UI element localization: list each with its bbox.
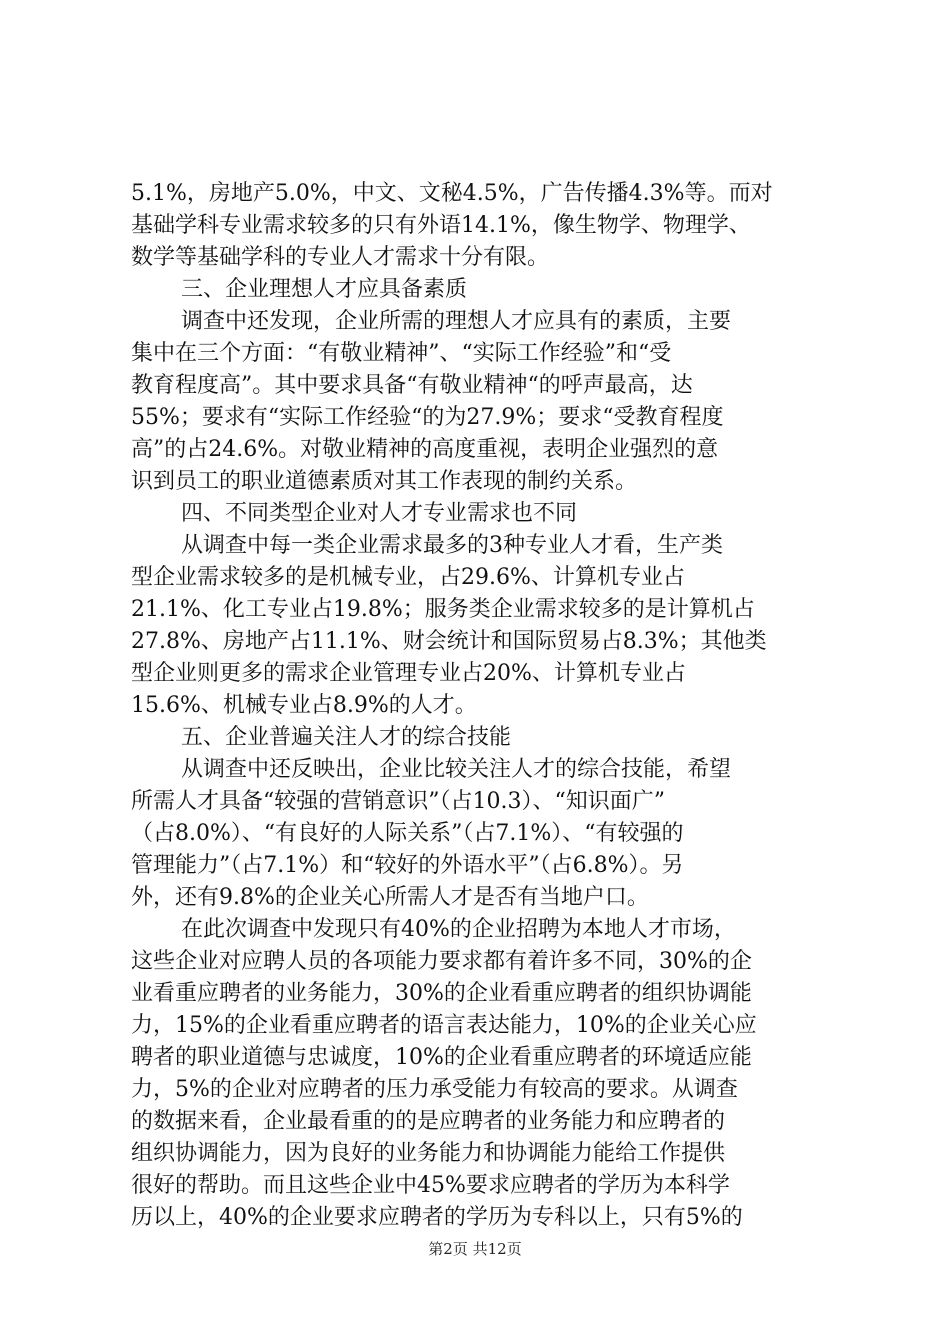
text-line: 55%；要求有“实际工作经验“的为27.9%；要求“受教育程度 xyxy=(131,405,724,430)
text-line: 所需人才具备“较强的营销意识”（占10.3）、“知识面广” xyxy=(131,789,665,814)
text-line: 管理能力”（占7.1%）和“较好的外语水平”（占6.8%）。另 xyxy=(131,853,684,878)
text-line: 在此次调查中发现只有40%的企业招聘为本地人才市场， xyxy=(181,917,736,942)
text-line: 型企业需求较多的是机械专业，占29.6%、计算机专业占 xyxy=(131,565,685,590)
text-line: 21.1%、化工专业占19.8%；服务类企业需求较多的是计算机占 xyxy=(131,597,755,622)
text-line: （占8.0%）、“有良好的人际关系”（占7.1%）、“有较强的 xyxy=(131,821,684,846)
text-line: 集中在三个方面：“有敬业精神”、“实际工作经验”和“受 xyxy=(131,341,672,366)
text-line: 这些企业对应聘人员的各项能力要求都有着许多不同，30%的企 xyxy=(131,949,752,974)
text-line: 基础学科专业需求较多的只有外语14.1%，像生物学、物理学、 xyxy=(131,213,751,238)
text-line: 5.1%，房地产5.0%，中文、文秘4.5%，广告传播4.3%等。而对 xyxy=(131,181,773,206)
page-number-footer: 第2页 共12页 xyxy=(428,1240,522,1258)
text-line: 识到员工的职业道德素质对其工作表现的制约关系。 xyxy=(131,469,638,494)
section-heading: 三、企业理想人才应具备素质 xyxy=(181,277,468,302)
text-line: 教育程度高”。其中要求具备“有敬业精神“的呼声最高，达 xyxy=(131,373,693,398)
text-line: 15.6%、机械专业占8.9%的人才。 xyxy=(131,693,477,718)
text-line: 高”的占24.6%。对敬业精神的高度重视，表明企业强烈的意 xyxy=(131,437,719,462)
section-heading: 五、企业普遍关注人才的综合技能 xyxy=(181,725,512,750)
text-line: 业看重应聘者的业务能力，30%的企业看重应聘者的组织协调能 xyxy=(131,981,752,1006)
text-line: 的数据来看，企业最看重的的是应聘者的业务能力和应聘者的 xyxy=(131,1109,726,1134)
text-line: 外，还有9.8%的企业关心所需人才是否有当地户口。 xyxy=(131,885,649,910)
text-line: 力，15%的企业看重应聘者的语言表达能力，10%的企业关心应 xyxy=(131,1013,757,1038)
text-line: 很好的帮助。而且这些企业中45%要求应聘者的学历为本科学 xyxy=(131,1173,730,1198)
text-line: 数学等基础学科的专业人才需求十分有限。 xyxy=(131,245,550,270)
text-line: 力，5%的企业对应聘者的压力承受能力有较高的要求。从调查 xyxy=(131,1077,738,1102)
text-line: 历以上，40%的企业要求应聘者的学历为专科以上，只有5%的 xyxy=(131,1205,743,1230)
text-line: 型企业则更多的需求企业管理专业占20%、计算机专业占 xyxy=(131,661,686,686)
text-line: 调查中还发现，企业所需的理想人才应具有的素质，主要 xyxy=(181,309,732,334)
text-line: 从调查中每一类企业需求最多的3种专业人才看，生产类 xyxy=(181,533,723,558)
section-heading: 四、不同类型企业对人才专业需求也不同 xyxy=(181,501,578,526)
text-line: 27.8%、房地产占11.1%、财会统计和国际贸易占8.3%；其他类 xyxy=(131,629,767,654)
text-line: 组织协调能力，因为良好的业务能力和协调能力能给工作提供 xyxy=(131,1141,726,1166)
text-line: 从调查中还反映出，企业比较关注人才的综合技能，希望 xyxy=(181,757,732,782)
text-line: 聘者的职业道德与忠诚度，10%的企业看重应聘者的环境适应能 xyxy=(131,1045,752,1070)
